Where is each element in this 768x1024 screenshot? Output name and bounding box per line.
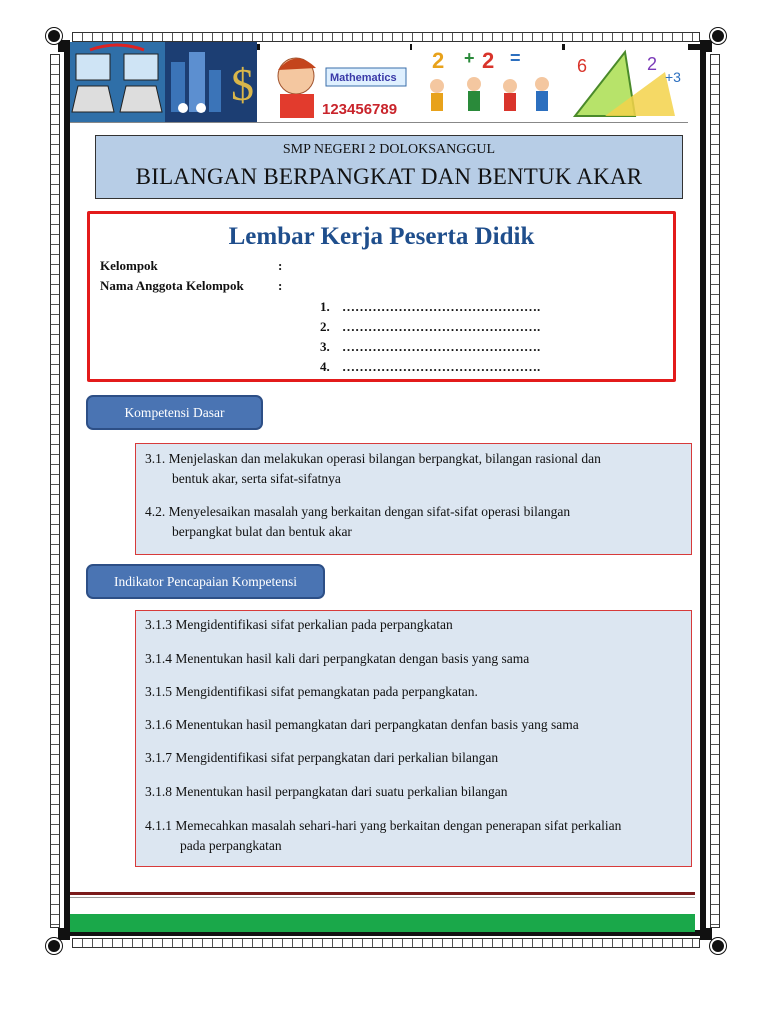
svg-text:=: = [510,48,521,68]
list-item: 3.1.4 Menentukan hasil kali dari perpangkatan dengan basis yang sama [145,651,530,666]
geometry-tools-illustration [565,42,688,122]
member-row: 1. ………………………………………. [320,299,541,314]
border-rail-right [710,54,720,928]
corner-ornament-bottom-right [698,926,724,952]
member-blank-line: ………………………………………. [342,299,541,314]
svg-text:6: 6 [577,56,588,76]
svg-text:2: 2 [482,48,495,73]
member-blank-line: ………………………………………. [342,359,541,374]
kids-numbers-illustration [412,42,562,122]
kompetensi-dasar-heading: Kompetensi Dasar [86,395,263,430]
corner-ornament-top-left [46,28,72,54]
document-title: BILANGAN BERPANGKAT DAN BENTUK AKAR [135,164,643,189]
member-row: 2. ………………………………………. [320,319,541,334]
border-rail-bottom [72,938,700,948]
worksheet-title: Lembar Kerja Peserta Didik [228,223,535,250]
group-field [100,258,282,274]
list-item: 4.1.1 Memecahkan masalah sehari-hari yang berkaitan dengan penerapan sifat perkalian pada perpangkatan [145,818,622,853]
footer-divider [70,892,695,895]
school-header [95,135,683,199]
list-item: 3.1.7 Mengidentifikasi sifat perpangkatan dari perkalian bilangan [145,750,499,765]
list-item: 3.1.8 Menentukan hasil perpangkatan dari suatu perkalian bilangan [145,784,508,799]
list-item: 3.1. Menjelaskan dan melakukan operasi bilangan berpangkat, bilangan rasional dan bentuk akar, serta sifat-sifatnya [145,451,601,486]
member-blank-line: ………………………………………. [342,319,541,334]
list-item: 4.2. Menyelesaikan masalah yang berkaitan dengan sifat-sifat operasi bilangan berpangkat bulat dan bentuk akar [145,504,571,539]
corner-ornament-top-right [698,28,724,54]
border-rail-top [72,32,700,42]
banner-math-label: Mathematics [330,72,397,84]
indikator-box [135,610,692,867]
list-item: 3.1.3 Mengidentifikasi sifat perkalian pada perpangkatan [145,617,453,632]
members-label: Nama Anggota Kelompok [100,278,244,293]
computers-illustration [70,42,165,122]
footer-green-bar [70,914,695,932]
mathematics-kid-illustration [260,42,410,122]
list-item: 3.1.5 Mengidentifikasi sifat pemangkatan pada perpangkatan. [145,684,478,699]
border-line-left [64,46,70,934]
header-banner [70,42,688,123]
group-label: Kelompok [100,258,158,273]
school-name: SMP NEGERI 2 DOLOKSANGGUL [282,142,496,157]
footer-divider-thin [70,897,695,898]
svg-text:$: $ [231,59,254,110]
members-colon: : [278,278,283,293]
list-item: 3.1.6 Menentukan hasil pemangkatan dari perpangkatan denfan basis yang sama [145,717,579,732]
border-rail-left [50,54,60,928]
member-row: 3. ………………………………………. [320,339,541,354]
svg-text:2: 2 [432,48,445,73]
svg-text:+3: +3 [665,69,681,85]
worksheet-identity-box [87,211,676,382]
indikator-heading: Indikator Pencapaian Kompetensi [86,564,325,599]
kompetensi-dasar-box [135,443,692,555]
members-field [100,278,282,294]
member-row: 4. ………………………………………. [320,359,541,374]
banner-numbers: 123456789 [322,101,398,118]
group-colon: : [278,258,283,273]
svg-text:2: 2 [647,54,658,74]
member-blank-line: ………………………………………. [342,339,541,354]
corner-ornament-bottom-left [46,926,72,952]
city-dollar-illustration [165,42,257,122]
border-line-right [700,46,706,934]
svg-text:+: + [464,48,475,68]
